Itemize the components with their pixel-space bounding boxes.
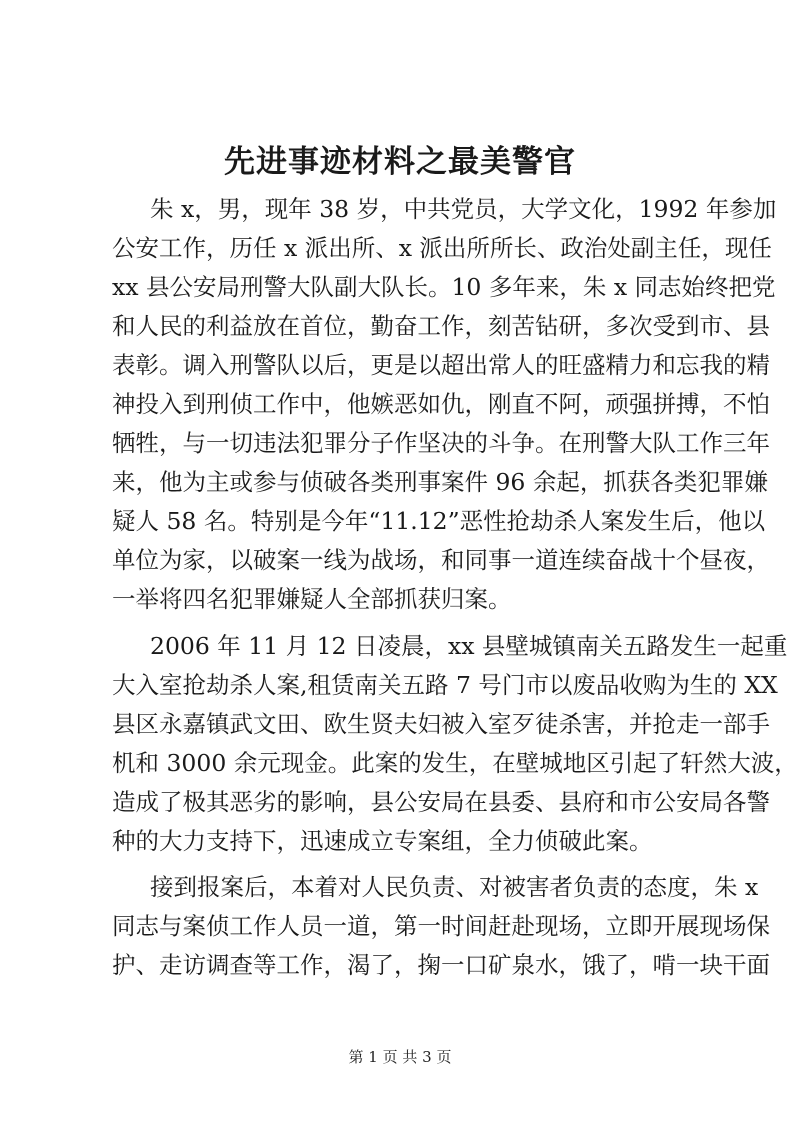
text-line: 疑人 58 名。特别是今年“11.12”恶性抢劫杀人案发生后，他以 (112, 507, 766, 535)
text-line: 同志与案侦工作人员一道，第一时间赶赴现场，立即开展现场保 (112, 912, 770, 940)
document-title: 先进事迹材料之最美警官 (224, 144, 576, 180)
text-line: 神投入到刑侦工作中，他嫉恶如仇，刚直不阿，顽强拼搏，不怕 (112, 390, 770, 418)
text-line: 牺牲，与一切违法犯罪分子作坚决的斗争。在刑警大队工作三年 (112, 429, 770, 457)
text-line: 2006 年 11 月 12 日凌晨，xx 县壁城镇南关五路发生一起重 (150, 632, 788, 660)
text-line: 公安工作，历任 x 派出所、x 派出所所长、政治处副主任，现任 (112, 234, 772, 262)
text-line: 种的大力支持下，迅速成立专案组，全力侦破此案。 (112, 827, 653, 855)
text-line: 机和 3000 余元现金。此案的发生，在壁城地区引起了轩然大波， (112, 749, 798, 777)
text-line: 接到报案后，本着对人民负责、对被害者负责的态度，朱 x (150, 873, 759, 901)
text-line: 造成了极其恶劣的影响，县公安局在县委、县府和市公安局各警 (112, 788, 770, 816)
page-number-footer: 第 1 页 共 3 页 (348, 1048, 452, 1066)
text-line: 一举将四名犯罪嫌疑人全部抓获归案。 (112, 585, 512, 613)
text-line: 护、走访调查等工作，渴了，掬一口矿泉水，饿了，啃一块干面 (112, 951, 770, 979)
text-line: 单位为家，以破案一线为战场，和同事一道连续奋战十个昼夜， (112, 546, 770, 574)
text-line: 表彰。调入刑警队以后，更是以超出常人的旺盛精力和忘我的精 (112, 351, 770, 379)
text-line: 大入室抢劫杀人案,租赁南关五路 7 号门市以废品收购为生的 XX (112, 671, 778, 699)
text-line: 朱 x，男，现年 38 岁，中共党员，大学文化，1992 年参加 (150, 195, 777, 223)
text-line: xx 县公安局刑警大队副大队长。10 多年来，朱 x 同志始终把党 (112, 273, 776, 301)
text-line: 和人民的利益放在首位，勤奋工作，刻苦钻研，多次受到市、县 (112, 312, 770, 340)
text-line: 县区永嘉镇武文田、欧生贤夫妇被入室歹徒杀害，并抢走一部手 (112, 710, 770, 738)
text-line: 来，他为主或参与侦破各类刑事案件 96 余起，抓获各类犯罪嫌 (112, 468, 768, 496)
